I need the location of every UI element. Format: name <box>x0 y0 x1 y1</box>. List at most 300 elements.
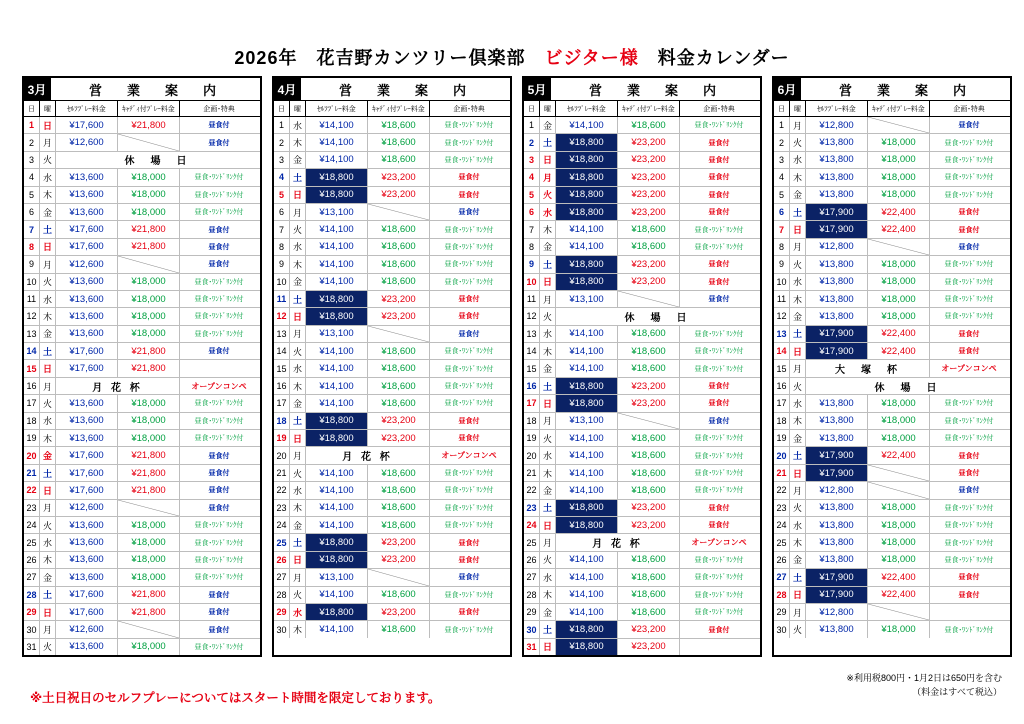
cell-dow: 月 <box>40 500 56 516</box>
cell-note: 昼食付 <box>958 452 980 460</box>
cell-dow: 日 <box>290 308 306 324</box>
cell-self-fee: ¥17,600 <box>56 117 118 133</box>
column-header-date: 日 <box>274 101 290 116</box>
cell-dow: 月 <box>540 169 556 185</box>
cell-caddy-fee: ¥18,000 <box>868 187 930 203</box>
table-row <box>524 134 760 151</box>
cell-dow: 金 <box>290 395 306 411</box>
cell-date: 6 <box>24 204 40 220</box>
cell-caddy-fee: ¥18,000 <box>118 534 180 550</box>
cell-note: 昼食付 <box>208 470 230 477</box>
cell-self-fee: ¥13,800 <box>806 291 868 307</box>
cell-date: 31 <box>524 639 540 655</box>
month-heading: 営 業 案 内 <box>338 82 472 98</box>
cell-date: 16 <box>524 378 540 394</box>
cell-self-fee: ¥14,100 <box>306 239 368 255</box>
cell-self-fee: ¥18,800 <box>306 604 368 620</box>
cell-dow: 火 <box>790 256 806 272</box>
cell-note: 昼食･ﾜﾝﾄﾞﾘﾝｸ付 <box>444 226 494 234</box>
cell-date: 30 <box>774 621 790 637</box>
cell-date: 4 <box>274 169 290 185</box>
cell-dow: 月 <box>290 447 306 463</box>
cell-self-fee: ¥13,800 <box>806 552 868 568</box>
cell-caddy-fee <box>868 239 930 255</box>
table-row <box>274 378 510 395</box>
cell-dow: 水 <box>290 239 306 255</box>
cell-note: 昼食･ﾜﾝﾄﾞﾘﾝｸ付 <box>444 504 494 512</box>
cell-dow: 土 <box>540 256 556 272</box>
cell-caddy-fee: ¥18,600 <box>368 378 430 394</box>
cell-self-fee: ¥13,600 <box>56 430 118 446</box>
cell-dow: 水 <box>40 534 56 550</box>
cell-caddy-fee: ¥23,200 <box>618 378 680 394</box>
cell-dow: 日 <box>290 552 306 568</box>
cell-dow: 水 <box>540 447 556 463</box>
cell-dow: 火 <box>790 378 806 394</box>
cell-date: 3 <box>774 152 790 168</box>
table-row <box>24 274 260 291</box>
table-row <box>24 604 260 621</box>
table-row <box>774 169 1010 186</box>
cell-caddy-fee: ¥21,800 <box>118 343 180 359</box>
table-row <box>774 569 1010 586</box>
cell-note: 昼食付 <box>958 243 980 251</box>
cell-date: 13 <box>774 326 790 342</box>
cell-note: 昼食･ﾜﾝﾄﾞﾘﾝｸ付 <box>444 243 494 251</box>
cell-date: 30 <box>274 621 290 637</box>
cell-self-fee: ¥18,800 <box>556 152 618 168</box>
cell-self-fee: ¥17,900 <box>806 343 868 359</box>
cell-caddy-fee <box>618 413 680 429</box>
column-header-row <box>274 101 510 117</box>
cell-self-fee: ¥18,800 <box>306 187 368 203</box>
cell-self-fee: ¥14,100 <box>556 239 618 255</box>
cell-note: 昼食･ﾜﾝﾄﾞﾘﾝｸ付 <box>694 452 744 460</box>
cell-dow: 月 <box>290 569 306 585</box>
table-row <box>524 360 760 377</box>
cell-date: 24 <box>24 517 40 533</box>
cell-caddy-fee: ¥18,600 <box>618 239 680 255</box>
cell-note: 昼食付 <box>708 156 730 164</box>
cell-date: 15 <box>274 360 290 376</box>
cell-caddy-fee: ¥18,600 <box>368 239 430 255</box>
cell-caddy-fee: ¥23,200 <box>618 274 680 290</box>
table-row <box>274 204 510 221</box>
column-header-dow: 曜 <box>290 101 306 116</box>
table-row <box>274 291 510 308</box>
column-header-row <box>24 101 260 117</box>
cell-date: 14 <box>524 343 540 359</box>
cell-dow: 土 <box>40 587 56 603</box>
cell-dow: 木 <box>790 413 806 429</box>
column-header-date: 日 <box>524 101 540 116</box>
cell-dow: 金 <box>790 430 806 446</box>
cell-dow: 月 <box>40 134 56 150</box>
cell-self-fee: ¥12,800 <box>806 117 868 133</box>
cell-note: 昼食付 <box>708 522 730 530</box>
cell-note: 昼食付 <box>458 174 480 182</box>
cell-self-fee: ¥14,100 <box>556 326 618 342</box>
cell-caddy-fee: ¥23,200 <box>618 204 680 220</box>
cell-dow: 日 <box>40 117 56 133</box>
month-name: 6月 <box>774 78 801 100</box>
cell-dow: 日 <box>790 343 806 359</box>
cell-date: 26 <box>274 552 290 568</box>
cell-dow: 金 <box>290 517 306 533</box>
cell-self-fee: ¥13,600 <box>56 169 118 185</box>
cell-note <box>930 604 1008 620</box>
cell-date: 24 <box>274 517 290 533</box>
cell-note: 昼食･ﾜﾝﾄﾞﾘﾝｸ付 <box>944 522 994 530</box>
cell-self-fee: ¥17,600 <box>56 360 118 376</box>
table-row <box>274 534 510 551</box>
cell-note: 昼食付 <box>458 574 480 582</box>
column-header-dow: 曜 <box>40 101 56 116</box>
cell-note: 昼食付 <box>208 139 230 147</box>
cell-note: 昼食･ﾜﾝﾄﾞﾘﾝｸ付 <box>194 556 244 564</box>
cell-note: 昼食付 <box>208 609 230 617</box>
cell-date: 9 <box>774 256 790 272</box>
cell-dow: 火 <box>540 187 556 203</box>
cell-self-fee: ¥18,800 <box>556 517 618 533</box>
cell-date: 6 <box>774 204 790 220</box>
cell-date: 10 <box>774 274 790 290</box>
cell-caddy-fee: ¥18,600 <box>368 221 430 237</box>
cell-dow: 水 <box>790 517 806 533</box>
table-row <box>24 552 260 569</box>
cell-caddy-fee: ¥23,200 <box>368 187 430 203</box>
table-row <box>274 256 510 273</box>
cell-date: 6 <box>524 204 540 220</box>
cell-caddy-fee: ¥18,000 <box>868 395 930 411</box>
cell-date: 11 <box>524 291 540 307</box>
cell-self-fee: ¥13,600 <box>56 569 118 585</box>
cell-note: 昼食付 <box>958 348 980 356</box>
cell-self-fee: ¥13,100 <box>306 204 368 220</box>
cell-note: 昼食付 <box>208 226 230 234</box>
table-row <box>774 291 1010 308</box>
cell-dow: 月 <box>540 534 556 550</box>
cell-caddy-fee: ¥18,000 <box>868 291 930 307</box>
cell-caddy-fee <box>868 482 930 498</box>
cell-note: 昼食付 <box>708 400 730 408</box>
cell-note: 昼食･ﾜﾝﾄﾞﾘﾝｸ付 <box>194 191 244 199</box>
cell-self-fee: ¥17,600 <box>56 482 118 498</box>
table-row <box>274 482 510 499</box>
cell-date: 10 <box>274 274 290 290</box>
cell-self-fee: ¥17,900 <box>806 465 868 481</box>
cell-date: 22 <box>774 482 790 498</box>
cell-note: 昼食付 <box>708 139 730 147</box>
cell-note: 昼食･ﾜﾝﾄﾞﾘﾝｸ付 <box>194 174 244 182</box>
cell-note: 昼食･ﾜﾝﾄﾞﾘﾝｸ付 <box>944 435 994 443</box>
cell-caddy-fee: ¥18,000 <box>868 308 930 324</box>
cell-note: 昼食･ﾜﾝﾄﾞﾘﾝｸ付 <box>194 417 244 425</box>
cell-self-fee: ¥18,800 <box>306 308 368 324</box>
cell-dow: 水 <box>290 360 306 376</box>
cell-note: 昼食･ﾜﾝﾄﾞﾘﾝｸ付 <box>194 574 244 582</box>
table-row <box>274 621 510 637</box>
table-row <box>524 534 760 551</box>
cell-date: 27 <box>24 569 40 585</box>
cell-caddy-fee: ¥18,600 <box>368 621 430 637</box>
cell-note <box>180 360 258 376</box>
cell-date: 23 <box>274 500 290 516</box>
table-row <box>24 221 260 238</box>
table-row <box>24 430 260 447</box>
cell-date: 2 <box>274 134 290 150</box>
cell-date: 1 <box>274 117 290 133</box>
cell-date: 18 <box>524 413 540 429</box>
month-heading: 営 業 案 内 <box>838 82 972 98</box>
cell-caddy-fee: ¥18,600 <box>368 482 430 498</box>
cell-dow: 日 <box>40 360 56 376</box>
table-row <box>774 117 1010 134</box>
cell-self-fee: ¥14,100 <box>556 552 618 568</box>
table-row <box>524 308 760 325</box>
table-row <box>774 395 1010 412</box>
cell-note: 昼食･ﾜﾝﾄﾞﾘﾝｸ付 <box>194 278 244 286</box>
cell-date: 21 <box>24 465 40 481</box>
cell-dow: 火 <box>290 221 306 237</box>
cell-date: 28 <box>774 587 790 603</box>
cell-dow: 火 <box>40 274 56 290</box>
cell-self-fee: ¥18,800 <box>556 378 618 394</box>
cell-caddy-fee: ¥23,200 <box>618 621 680 637</box>
cell-note: 昼食付 <box>458 435 480 443</box>
cell-caddy-fee: ¥23,200 <box>368 552 430 568</box>
cell-date: 11 <box>24 291 40 307</box>
table-row <box>24 343 260 360</box>
cell-caddy-fee: ¥23,200 <box>618 187 680 203</box>
cell-date: 25 <box>24 534 40 550</box>
table-row <box>274 274 510 291</box>
cell-note: 昼食･ﾜﾝﾄﾞﾘﾝｸ付 <box>194 330 244 338</box>
cell-dow: 日 <box>40 604 56 620</box>
cell-date: 4 <box>774 169 790 185</box>
cell-caddy-fee: ¥22,400 <box>868 221 930 237</box>
cell-caddy-fee <box>118 621 180 637</box>
cell-caddy-fee: ¥18,000 <box>868 621 930 637</box>
cell-caddy-fee: ¥23,200 <box>368 308 430 324</box>
cell-dow: 金 <box>540 117 556 133</box>
cell-caddy-fee: ¥18,000 <box>118 291 180 307</box>
month-name: 5月 <box>524 78 551 100</box>
cell-dow: 火 <box>40 639 56 655</box>
calendar-container <box>22 76 1012 657</box>
cell-self-fee: ¥17,900 <box>806 587 868 603</box>
cell-caddy-fee: ¥18,000 <box>118 204 180 220</box>
footnote: ※土日祝日のセルフプレーについてはスタート時間を限定しております。 <box>30 691 441 705</box>
cell-note: 昼食･ﾜﾝﾄﾞﾘﾝｸ付 <box>444 139 494 147</box>
cell-self-fee: ¥12,600 <box>56 256 118 272</box>
cell-caddy-fee: ¥18,000 <box>118 552 180 568</box>
cell-caddy-fee: ¥18,000 <box>118 395 180 411</box>
cell-dow: 月 <box>790 482 806 498</box>
cell-dow: 火 <box>790 134 806 150</box>
cell-note: 昼食･ﾜﾝﾄﾞﾘﾝｸ付 <box>944 539 994 547</box>
cell-self-fee: ¥12,800 <box>806 239 868 255</box>
cell-dow: 月 <box>790 360 806 376</box>
cell-caddy-fee <box>868 117 930 133</box>
cell-caddy-fee: ¥23,200 <box>618 639 680 655</box>
cell-note: 昼食付 <box>208 122 230 130</box>
cell-note: 昼食･ﾜﾝﾄﾞﾘﾝｸ付 <box>444 522 494 530</box>
cell-dow: 火 <box>540 430 556 446</box>
cell-self-fee: ¥13,800 <box>806 621 868 637</box>
table-row <box>274 430 510 447</box>
cell-date: 23 <box>774 500 790 516</box>
table-row <box>774 204 1010 221</box>
cell-self-fee: ¥13,600 <box>56 534 118 550</box>
cell-self-fee: ¥13,800 <box>806 152 868 168</box>
table-row <box>524 621 760 638</box>
cell-note: 昼食付 <box>208 243 230 251</box>
cell-caddy-fee: ¥18,600 <box>618 604 680 620</box>
cell-self-fee: ¥13,800 <box>806 430 868 446</box>
table-row <box>24 395 260 412</box>
table-row <box>24 239 260 256</box>
table-row <box>274 360 510 377</box>
cell-note: 昼食･ﾜﾝﾄﾞﾘﾝｸ付 <box>944 191 994 199</box>
cell-self-fee: ¥13,800 <box>806 413 868 429</box>
cell-self-fee: ¥18,800 <box>556 639 618 655</box>
table-row <box>24 534 260 551</box>
cell-dow: 土 <box>290 291 306 307</box>
cell-self-fee: ¥14,100 <box>306 587 368 603</box>
cell-date: 3 <box>524 152 540 168</box>
column-header-caddy-fee: ｷｬﾃﾞｨ付ﾌﾟﾚｰ料金 <box>618 101 680 116</box>
column-header-caddy-fee: ｷｬﾃﾞｨ付ﾌﾟﾚｰ料金 <box>368 101 430 116</box>
cell-caddy-fee: ¥18,000 <box>868 517 930 533</box>
table-row <box>274 447 510 464</box>
cell-date: 18 <box>24 413 40 429</box>
cell-self-fee: ¥14,100 <box>556 447 618 463</box>
table-row <box>24 187 260 204</box>
cell-dow: 木 <box>540 221 556 237</box>
cell-note: 昼食･ﾜﾝﾄﾞﾘﾝｸ付 <box>944 278 994 286</box>
cell-dow: 金 <box>290 274 306 290</box>
cell-note: 昼食･ﾜﾝﾄﾞﾘﾝｸ付 <box>194 313 244 321</box>
cell-date: 28 <box>24 587 40 603</box>
table-row <box>774 343 1010 360</box>
cell-date: 13 <box>524 326 540 342</box>
cell-dow: 水 <box>790 274 806 290</box>
table-row <box>774 517 1010 534</box>
table-row <box>774 587 1010 604</box>
cell-dow: 日 <box>540 395 556 411</box>
cell-dow: 水 <box>540 569 556 585</box>
cell-date: 13 <box>24 326 40 342</box>
table-row <box>274 169 510 186</box>
cell-dow: 木 <box>540 465 556 481</box>
table-row <box>274 413 510 430</box>
cell-dow: 日 <box>540 639 556 655</box>
cell-dow: 水 <box>540 204 556 220</box>
cell-caddy-fee: ¥18,600 <box>368 274 430 290</box>
table-row <box>774 326 1010 343</box>
table-row <box>274 465 510 482</box>
cell-caddy-fee: ¥22,400 <box>868 204 930 220</box>
table-row <box>24 308 260 325</box>
cell-date: 8 <box>274 239 290 255</box>
cell-caddy-fee: ¥18,000 <box>868 413 930 429</box>
cell-dow: 金 <box>290 152 306 168</box>
cell-date: 7 <box>24 221 40 237</box>
month-table <box>272 76 512 657</box>
table-row <box>24 482 260 499</box>
table-row <box>774 465 1010 482</box>
cell-date: 31 <box>24 639 40 655</box>
cell-note: 昼食･ﾜﾝﾄﾞﾘﾝｸ付 <box>694 470 744 477</box>
cell-self-fee: ¥18,800 <box>306 534 368 550</box>
cell-date: 8 <box>774 239 790 255</box>
cell-date: 27 <box>524 569 540 585</box>
table-row <box>524 465 760 482</box>
table-row <box>524 117 760 134</box>
cell-caddy-fee: ¥18,600 <box>368 152 430 168</box>
column-header-self-fee: ｾﾙﾌﾌﾟﾚｰ料金 <box>556 101 618 116</box>
cell-note: 昼食付 <box>708 209 730 217</box>
cell-note: オープンコンペ <box>941 364 997 374</box>
cell-date: 24 <box>524 517 540 533</box>
cell-caddy-fee: ¥18,000 <box>118 274 180 290</box>
cell-caddy-fee: ¥18,600 <box>368 517 430 533</box>
cell-caddy-fee: ¥18,600 <box>618 117 680 133</box>
cell-note: 昼食･ﾜﾝﾄﾞﾘﾝｸ付 <box>694 122 744 130</box>
cell-caddy-fee: ¥18,600 <box>618 552 680 568</box>
cell-self-fee: ¥17,600 <box>56 465 118 481</box>
cell-caddy-fee: ¥18,600 <box>368 587 430 603</box>
table-row <box>274 152 510 169</box>
cell-dow: 土 <box>790 569 806 585</box>
table-row <box>524 187 760 204</box>
cell-dow: 水 <box>40 291 56 307</box>
cell-note: 昼食･ﾜﾝﾄﾞﾘﾝｸ付 <box>444 626 494 634</box>
table-row <box>24 517 260 534</box>
cell-note: 昼食付 <box>958 487 980 495</box>
table-row <box>24 204 260 221</box>
cell-caddy-fee <box>868 465 930 481</box>
cell-date: 30 <box>24 621 40 637</box>
cell-self-fee: ¥18,800 <box>556 256 618 272</box>
cell-caddy-fee: ¥18,600 <box>618 465 680 481</box>
cell-dow: 日 <box>790 587 806 603</box>
table-row <box>774 239 1010 256</box>
cell-caddy-fee: ¥18,000 <box>868 500 930 516</box>
cell-self-fee: ¥13,800 <box>806 517 868 533</box>
table-row <box>524 552 760 569</box>
cell-date: 18 <box>774 413 790 429</box>
cell-caddy-fee: ¥18,000 <box>868 430 930 446</box>
cell-caddy-fee <box>368 569 430 585</box>
cell-note: 昼食･ﾜﾝﾄﾞﾘﾝｸ付 <box>944 261 994 269</box>
month-table <box>772 76 1012 657</box>
cell-date: 20 <box>274 447 290 463</box>
cell-self-fee: ¥14,100 <box>306 500 368 516</box>
cell-date: 12 <box>274 308 290 324</box>
cell-date: 19 <box>24 430 40 446</box>
cell-closed-day: 休 場 日 <box>624 312 690 324</box>
cell-date: 9 <box>524 256 540 272</box>
cell-note: 昼食･ﾜﾝﾄﾞﾘﾝｸ付 <box>194 209 244 217</box>
column-header-row <box>524 101 760 117</box>
cell-self-fee: ¥13,100 <box>556 413 618 429</box>
cell-note: 昼食･ﾜﾝﾄﾞﾘﾝｸ付 <box>444 591 494 599</box>
cell-caddy-fee: ¥22,400 <box>868 343 930 359</box>
cell-date: 10 <box>24 274 40 290</box>
cell-self-fee: ¥14,100 <box>306 621 368 637</box>
